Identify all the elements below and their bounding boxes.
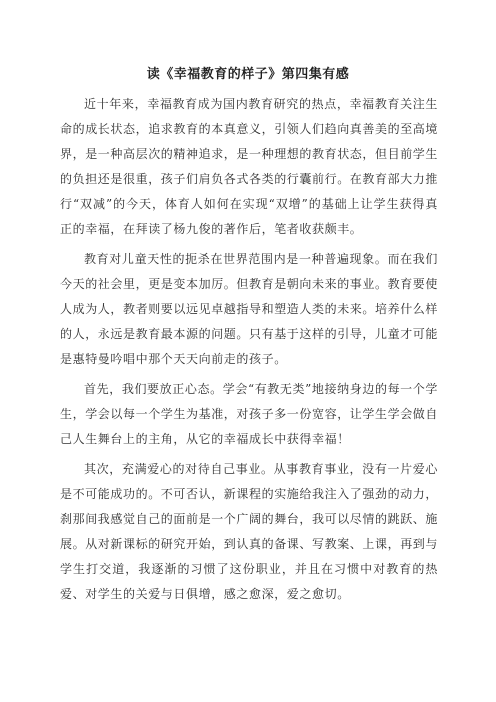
document-title: 读《幸福教育的样子》第四集有感	[146, 67, 350, 82]
document-body	[60, 92, 438, 612]
paragraph-4: 其次，充满爱心的对待自己事业。从事教育事业，没有一片爱心是不可能成功的。不可否认，新课程的实施给我注入了强劲的动力，刹那间我感觉自己的面前是一个广阔的舞台，我可以尽情的跳跃、施展。从对新课标的研究开始，到认真的备课、写教案、上课，再到与学生打交道，我逐渐的习惯了这份职业，并且在习惯中对教育的热爱、对学生的关爱与日俱增，感之愈深，爱之愈切。	[60, 462, 439, 601]
paragraph-3: 首先，我们要放正心态。学会“有教无类”地接纳身边的每一个学生，学会以每一个学生为基准，对孩子多一份宽容，让学生学会做自己人生舞台上的主角，从它的幸福成长中获得幸福！	[60, 382, 439, 446]
paragraph-2: 教育对儿童天性的扼杀在世界范围内是一种普遍现象。而在我们今天的社会里，更是变本加厉。但教育是朝向未来的事业。教育要使人成为人，教者则要以远见卓越指导和塑造人类的未来。培养什么样的人，永远是教育最本源的问题。只有基于这样的引导，儿童才可能是惠特曼吟唱中那个天天向前走的孩子。	[60, 252, 439, 366]
paragraph-1: 近十年来，幸福教育成为国内教育研究的热点，幸福教育关注生命的成长状态，追求教育的本真意义，引领人们趋向真善美的至高境界，是一种高层次的精神追求，是一种理想的教育状态，但目前学生的负担还是很重，孩子们肩负各式各类的行囊前行。在教育部大力推行“双减”的今天，体育人如何在实现“双增”的基础上让学生获得真正的幸福，在拜读了杨九俊的著作后，笔者收获颇丰。	[60, 97, 439, 236]
